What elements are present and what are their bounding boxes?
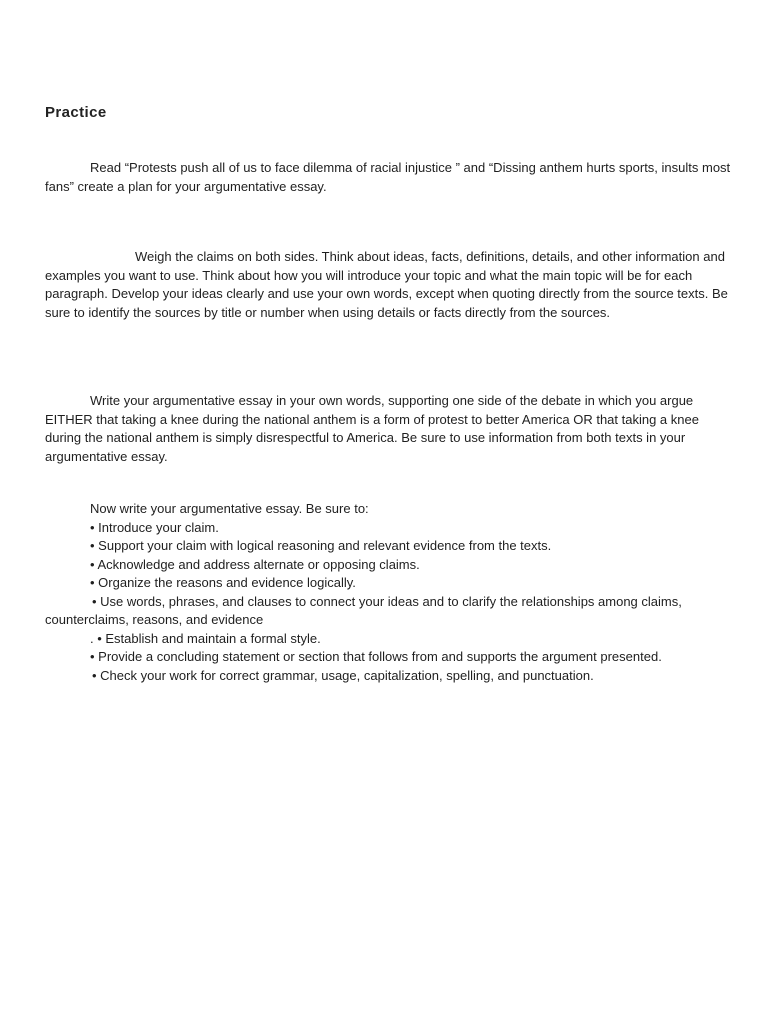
instruction-paragraph-read: Read “Protests push all of us to face dilemma of racial injustice ” and “Dissing anthem hurts sports, insults most fans” create a plan for your argumentative essay. [45, 160, 731, 194]
page-title: Practice [45, 104, 107, 121]
list-item: • Introduce your claim. [90, 519, 219, 535]
instruction-paragraph-weigh: Weigh the claims on both sides. Think about ideas, facts, definitions, details, and other information and examples you want to use. Think about how you will introduce your topic and what the main topic will be for each paragraph. Develop your ideas clearly and use your own words, except when quoting directly from the source texts. Be sure to identify the sources by title or number when using details or facts directly from the sources. [45, 249, 728, 320]
list-item: • Provide a concluding statement or section that follows from and supports the argument presented. [90, 649, 662, 664]
list-item: . • Establish and maintain a formal style. [90, 630, 321, 646]
essay-checklist [45, 500, 735, 685]
list-item: • Check your work for correct grammar, usage, capitalization, spelling, and punctuation. [92, 667, 594, 683]
list-item: • Organize the reasons and evidence logically. [90, 575, 356, 590]
list-item: • Acknowledge and address alternate or opposing claims. [90, 556, 420, 572]
list-item: • Support your claim with logical reasoning and relevant evidence from the texts. [90, 538, 552, 553]
instruction-paragraph-write: Write your argumentative essay in your own words, supporting one side of the debate in which you argue EITHER that taking a knee during the national anthem is a form of protest to better America OR that taking a knee during the national anthem is simply disrespectful to America. Be sure to use information from both texts in your argumentative essay. [45, 393, 699, 464]
checklist-intro: Now write your argumentative essay. Be sure to: [90, 501, 369, 516]
list-item: • Use words, phrases, and clauses to connect your ideas and to clarify the relationships among claims, counterclaims, reasons, and evidence [45, 593, 682, 627]
